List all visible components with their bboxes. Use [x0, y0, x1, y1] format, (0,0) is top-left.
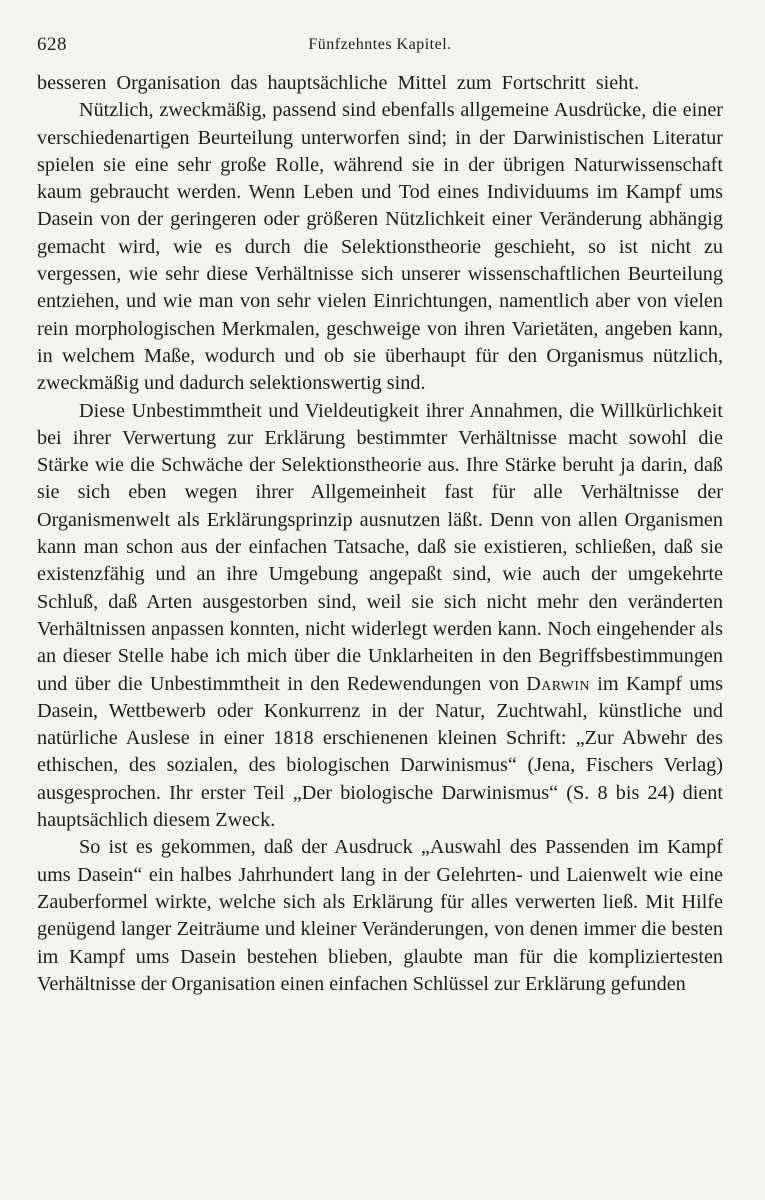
paragraph: So ist es gekommen, daß der Ausdruck „Auswahl des Passenden im Kampf ums Dasein“ ein halbes Jahrhundert lang in der Gelehrten- und Laienwelt wie eine Zauberformel wirkte, welche sich als Erklärung für alles verwerten ließ. Mit Hilfe genügend langer Zeiträume und kleiner Veränderungen, von denen immer die besten im Kampf ums Dasein bestehen blieben, glaubte man für die kompliziertesten Verhältnisse der Organisation einen einfachen Schlüssel zur Erklärung gefunden	[37, 836, 723, 995]
body-text	[37, 70, 723, 998]
paragraph-continued: besseren Organisation das hauptsächliche Mittel zum Fortschritt sieht.	[37, 72, 639, 94]
page-number: 628	[37, 34, 67, 55]
paragraph-text: im Kampf ums Dasein, Wettbewerb oder Konkurrenz in der Natur, Zuchtwahl, künstliche und natürliche Auslese in einer 1818 erschienenen kleinen Schrift: „Zur Abwehr des ethischen, des sozialen, des biologischen Darwinismus“ (Jena, Fischers Verlag) ausgesprochen. Ihr erster Teil „Der biologische Darwinismus“ (S. 8 bis 24) dient hauptsächlich diesem Zweck.	[37, 672, 723, 832]
paragraph: Nützlich, zweckmäßig, passend sind ebenfalls allgemeine Ausdrücke, die einer verschiedenartigen Beurteilung unterworfen sind; in der Darwinistischen Literatur spielen sie eine sehr große Rolle, während sie in der übrigen Naturwissenschaft kaum gebraucht werden. Wenn Leben und Tod eines Individuums im Kampf ums Dasein von der geringeren oder größeren Nützlichkeit einer Veränderung abhängig gemacht wird, wie es durch die Selektionstheorie geschieht, so ist nicht zu vergessen, wie sehr diese Verhältnisse sich unserer wissenschaftlichen Beurteilung entziehen, und wie man von sehr vielen Einrichtungen, namentlich aber von vielen rein morphologischen Merkmalen, geschweige von ihren Varietäten, angeben kann, in welchem Maße, wodurch und ob sie überhaupt für den Organismus nützlich, zweckmäßig und dadurch selektionswertig sind.	[37, 99, 723, 395]
paragraph	[37, 398, 723, 835]
running-head: Fünfzehntes Kapitel.	[308, 36, 452, 53]
page-header	[37, 34, 723, 70]
paragraph-text: Diese Unbestimmtheit und Vieldeutigkeit ihrer Annahmen, die Willkürlichkeit bei ihrer Verwertung zur Erklärung bestimmter Verhältnisse macht sowohl die Stärke wie die Schwäche der Selektionstheorie aus. Ihre Stärke beruht ja darin, daß sie sich eben wegen ihrer Allgemeinheit fast für alle Verhältnisse der Organismenwelt als Erklärungsprinzip ausnutzen läßt. Denn von allen Organismen kann man schon aus der einfachen Tatsache, daß sie existieren, schließen, daß sie existenzfähig und an ihre Umgebung angepaßt sind, wie auch der umgekehrte Schluß, daß Arten ausgestorben sind, weil sie sich nicht mehr den veränderten Verhältnissen anpassen konnten, nicht widerlegt werden kann. Noch eingehender als an dieser Stelle habe ich mich über die Unklarheiten in den Begriffsbestimmungen und über die Unbestimmtheit in den Redewendungen von	[37, 399, 723, 695]
author-name-darwin: Darwin	[526, 672, 590, 695]
